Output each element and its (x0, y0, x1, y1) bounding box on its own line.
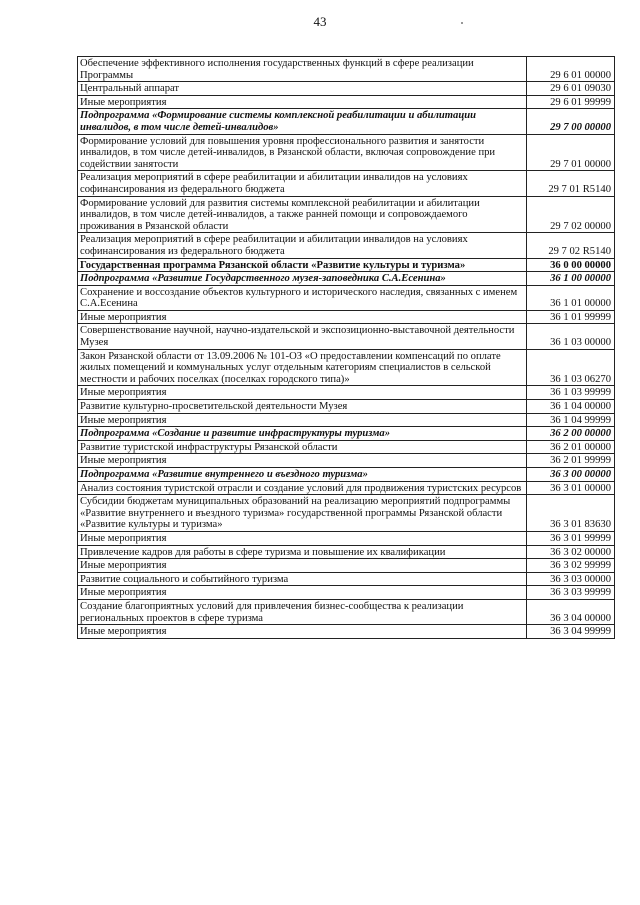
row-code: 36 1 03 06270 (527, 349, 615, 386)
table-row (78, 625, 615, 639)
row-name: Центральный аппарат (78, 82, 527, 96)
row-code: 36 1 01 99999 (527, 310, 615, 324)
table-row (78, 196, 615, 233)
row-code: 36 3 03 99999 (527, 586, 615, 600)
row-code: 36 0 00 00000 (527, 258, 615, 272)
table-row (78, 258, 615, 272)
table-row (78, 427, 615, 441)
row-code: 29 7 01 00000 (527, 134, 615, 171)
budget-classification-table (77, 56, 615, 639)
table-row (78, 95, 615, 109)
table-row (78, 310, 615, 324)
row-name: Иные мероприятия (78, 531, 527, 545)
row-name: Иные мероприятия (78, 413, 527, 427)
row-name: Подпрограмма «Развитие внутреннего и въездного туризма» (78, 468, 527, 482)
table-row (78, 468, 615, 482)
table-row (78, 481, 615, 495)
table-row (78, 324, 615, 349)
table-row (78, 454, 615, 468)
row-name: Государственная программа Рязанской области «Развитие культуры и туризма» (78, 258, 527, 272)
table-row (78, 233, 615, 258)
row-name: Развитие культурно-просветительской деятельности Музея (78, 400, 527, 414)
row-name: Сохранение и воссоздание объектов культурного и исторического наследия, связанных с именем С.А.Есенина (78, 285, 527, 310)
table-row (78, 82, 615, 96)
row-code: 36 2 01 99999 (527, 454, 615, 468)
row-name: Реализация мероприятий в сфере реабилитации и абилитации инвалидов на условиях софинансирования из федерального бюджета (78, 233, 527, 258)
row-name: Анализ состояния туристской отрасли и создание условий для продвижения туристских ресурсов (78, 481, 527, 495)
row-name: Иные мероприятия (78, 625, 527, 639)
row-code: 36 3 02 99999 (527, 559, 615, 573)
table-row (78, 413, 615, 427)
table-row (78, 545, 615, 559)
row-code: 36 2 00 00000 (527, 427, 615, 441)
row-code: 36 1 03 99999 (527, 386, 615, 400)
row-code: 36 1 03 00000 (527, 324, 615, 349)
row-name: Совершенствование научной, научно-издательской и экспозиционно-выставочной деятельности Музея (78, 324, 527, 349)
row-code: 36 3 04 00000 (527, 599, 615, 624)
table-body (78, 57, 615, 639)
row-code: 36 1 04 00000 (527, 400, 615, 414)
row-code: 29 6 01 00000 (527, 57, 615, 82)
row-code: 36 3 03 00000 (527, 572, 615, 586)
row-code: 36 3 01 00000 (527, 481, 615, 495)
table-row (78, 572, 615, 586)
row-code: 36 3 02 00000 (527, 545, 615, 559)
row-name: Реализация мероприятий в сфере реабилитации и абилитации инвалидов на условиях софинансирования из федерального бюджета (78, 171, 527, 196)
table-row (78, 285, 615, 310)
table-row (78, 495, 615, 532)
row-name: Формирование условий для повышения уровня профессионального развития и занятости инвалидов, в том числе детей-инвалидов, в Рязанской области, включая сопровождение при содействии занятости (78, 134, 527, 171)
row-name: Закон Рязанской области от 13.09.2006 № 101-ОЗ «О предоставлении компенсаций по оплате жилых помещений и коммунальных услуг отдельным категориям специалистов в сельской местности и рабочих поселках (поселках городского типа)» (78, 349, 527, 386)
row-code: 36 1 00 00000 (527, 272, 615, 286)
row-code: 36 1 04 99999 (527, 413, 615, 427)
table-row (78, 272, 615, 286)
table-row (78, 349, 615, 386)
row-name: Развитие туристской инфраструктуры Рязанской области (78, 440, 527, 454)
row-code: 29 7 02 R5140 (527, 233, 615, 258)
row-code: 36 3 01 83630 (527, 495, 615, 532)
table-row (78, 400, 615, 414)
row-name: Обеспечение эффективного исполнения государственных функций в сфере реализации Программы (78, 57, 527, 82)
table-row (78, 134, 615, 171)
row-code: 36 2 01 00000 (527, 440, 615, 454)
row-name: Подпрограмма «Создание и развитие инфраструктуры туризма» (78, 427, 527, 441)
table-row (78, 586, 615, 600)
table-row (78, 531, 615, 545)
row-name: Иные мероприятия (78, 310, 527, 324)
table-row (78, 440, 615, 454)
row-name: Иные мероприятия (78, 386, 527, 400)
row-name: Привлечение кадров для работы в сфере туризма и повышение их квалификации (78, 545, 527, 559)
scan-speck (461, 22, 463, 24)
row-code: 29 7 02 00000 (527, 196, 615, 233)
table-row (78, 171, 615, 196)
row-name: Субсидии бюджетам муниципальных образований на реализацию мероприятий подпрограммы «Развитие внутреннего и въездного туризма» государственной программы Рязанской области «Развитие культуры и туризма» (78, 495, 527, 532)
row-code: 29 6 01 09030 (527, 82, 615, 96)
row-code: 29 7 01 R5140 (527, 171, 615, 196)
row-name: Иные мероприятия (78, 95, 527, 109)
row-name: Иные мероприятия (78, 454, 527, 468)
row-name: Подпрограмма «Развитие Государственного музея-заповедника С.А.Есенина» (78, 272, 527, 286)
row-name: Иные мероприятия (78, 586, 527, 600)
row-code: 36 3 01 99999 (527, 531, 615, 545)
row-code: 36 3 00 00000 (527, 468, 615, 482)
page-number: 43 (313, 14, 327, 29)
row-name: Создание благоприятных условий для привлечения бизнес-сообщества к реализации региональных проектов в сфере туризма (78, 599, 527, 624)
table-row (78, 57, 615, 82)
row-name: Формирование условий для развития системы комплексной реабилитации и абилитации инвалидов, в том числе детей-инвалидов, а также ранней помощи и сопровождаемого проживания в Рязанской области (78, 196, 527, 233)
row-code: 36 3 04 99999 (527, 625, 615, 639)
table-row (78, 559, 615, 573)
row-name: Иные мероприятия (78, 559, 527, 573)
row-name: Подпрограмма «Формирование системы комплексной реабилитации и абилитации инвалидов, в том числе детей-инвалидов» (78, 109, 527, 134)
row-code: 29 6 01 99999 (527, 95, 615, 109)
table-row (78, 386, 615, 400)
table-row (78, 109, 615, 134)
row-name: Развитие социального и событийного туризма (78, 572, 527, 586)
row-code: 29 7 00 00000 (527, 109, 615, 134)
row-code: 36 1 01 00000 (527, 285, 615, 310)
table-row (78, 599, 615, 624)
